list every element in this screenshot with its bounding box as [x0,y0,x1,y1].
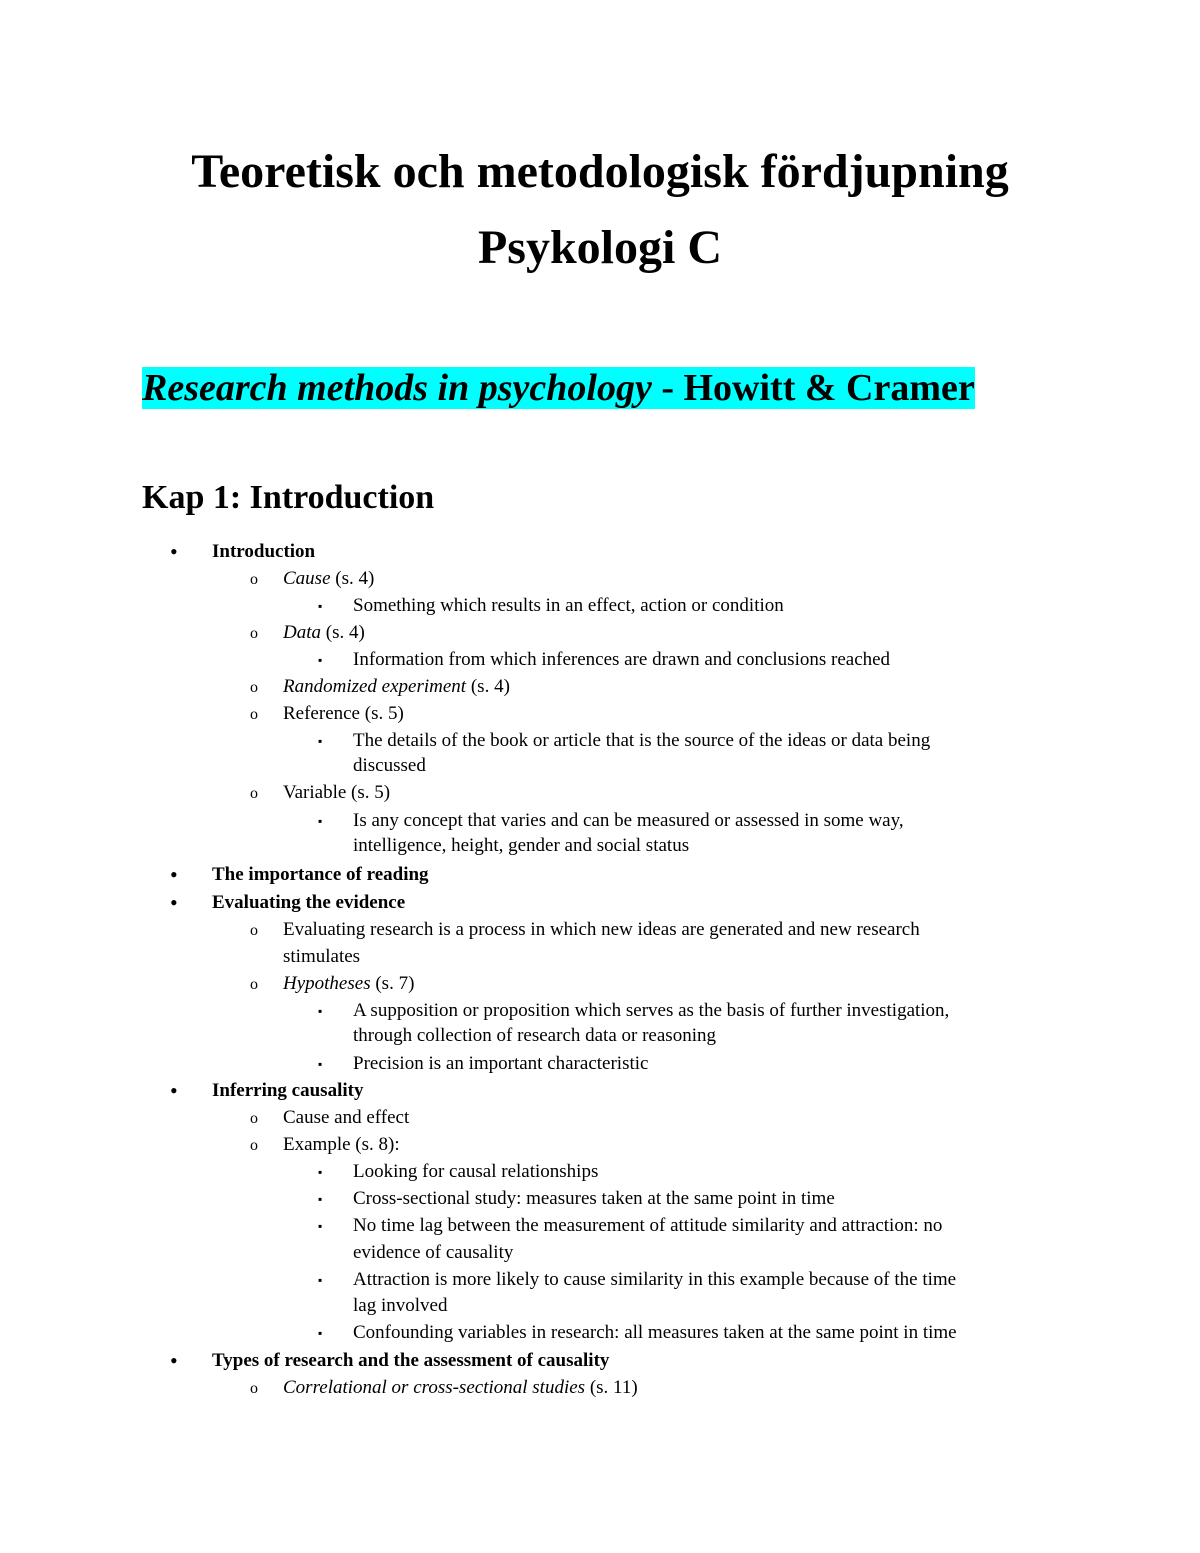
bullet-level2: o [250,679,258,696]
bullet-level1: • [170,890,178,915]
bullet-level2: o [250,1380,258,1397]
bullet-level3: ▪ [318,1326,323,1340]
chapter-heading: Kap 1: Introduction [142,479,435,516]
list-item: No time lag between the measurement of attitude similarity and attraction: no [353,1215,943,1236]
list-item-continuation: evidence of causality [353,1242,514,1263]
list-item: The details of the book or article that is the source of the ideas or data being [353,730,931,751]
bullet-level2: o [250,571,258,588]
list-item: Precision is an important characteristic [353,1053,649,1074]
bullet-level2: o [250,922,258,939]
list-item: Data (s. 4) [283,622,365,643]
bullet-level3: ▪ [318,1004,323,1018]
list-item: Cross-sectional study: measures taken at the same point in time [353,1188,835,1209]
bullet-level2: o [250,976,258,993]
list-item: Randomized experiment (s. 4) [283,676,510,697]
bullet-level3: ▪ [318,599,323,613]
section-inferring-causality: Inferring causality [212,1080,364,1101]
bullet-level3: ▪ [318,1219,323,1233]
bullet-level3: ▪ [318,1057,323,1071]
list-item: Cause and effect [283,1107,410,1128]
bullet-level2: o [250,1110,258,1127]
document-subtitle: Psykologi C [477,221,723,274]
list-item: Variable (s. 5) [283,782,391,803]
bullet-level3: ▪ [318,1273,323,1287]
list-item: Correlational or cross-sectional studies (s. 11) [283,1377,638,1398]
section-types-of-research: Types of research and the assessment of causality [212,1350,610,1371]
list-item-continuation: intelligence, height, gender and social status [353,835,690,856]
list-item: Example (s. 8): [283,1134,400,1155]
bullet-level2: o [250,1137,258,1154]
list-item: A supposition or proposition which serves as the basis of further investigation, [353,1000,950,1021]
list-item-continuation: lag involved [353,1295,448,1316]
document-title: Teoretisk och metodologisk fördjupning [191,145,1009,198]
book-highlight [142,367,975,409]
list-item: Reference (s. 5) [283,703,404,724]
list-item-continuation: discussed [353,755,426,776]
list-item-continuation: through collection of research data or reasoning [353,1025,716,1046]
bullet-level3: ▪ [318,653,323,667]
list-item-continuation: stimulates [283,946,361,967]
book-authors: Howitt & Cramer [683,367,975,409]
bullet-level3: ▪ [318,1165,323,1179]
bullet-level1: • [170,1078,178,1103]
bullet-level1: • [170,539,178,564]
bullet-level2: o [250,625,258,642]
book-title: Research methods in psychology [142,367,652,409]
list-item: Confounding variables in research: all measures taken at the same point in time [353,1322,957,1343]
bullet-level3: ▪ [318,1192,323,1206]
bullet-level2: o [250,785,258,802]
list-item: Looking for causal relationships [353,1161,599,1182]
bullet-level3: ▪ [318,734,323,748]
list-item: Cause (s. 4) [283,568,375,589]
list-item: Hypotheses (s. 7) [283,973,415,994]
book-heading [140,362,977,414]
section-importance-of-reading: The importance of reading [212,864,429,885]
bullet-level1: • [170,1348,178,1373]
list-item: Attraction is more likely to cause similarity in this example because of the time [353,1269,957,1290]
list-item: Evaluating research is a process in which new ideas are generated and new research [283,919,920,940]
book-separator: - [651,367,684,409]
section-introduction: Introduction [212,541,316,562]
bullet-level2: o [250,706,258,723]
list-item: Information from which inferences are drawn and conclusions reached [353,649,891,670]
bullet-level3: ▪ [318,814,323,828]
section-evaluating-evidence: Evaluating the evidence [212,892,406,913]
bullet-level1: • [170,862,178,887]
list-item: Is any concept that varies and can be measured or assessed in some way, [353,810,904,831]
list-item: Something which results in an effect, action or condition [353,595,784,616]
